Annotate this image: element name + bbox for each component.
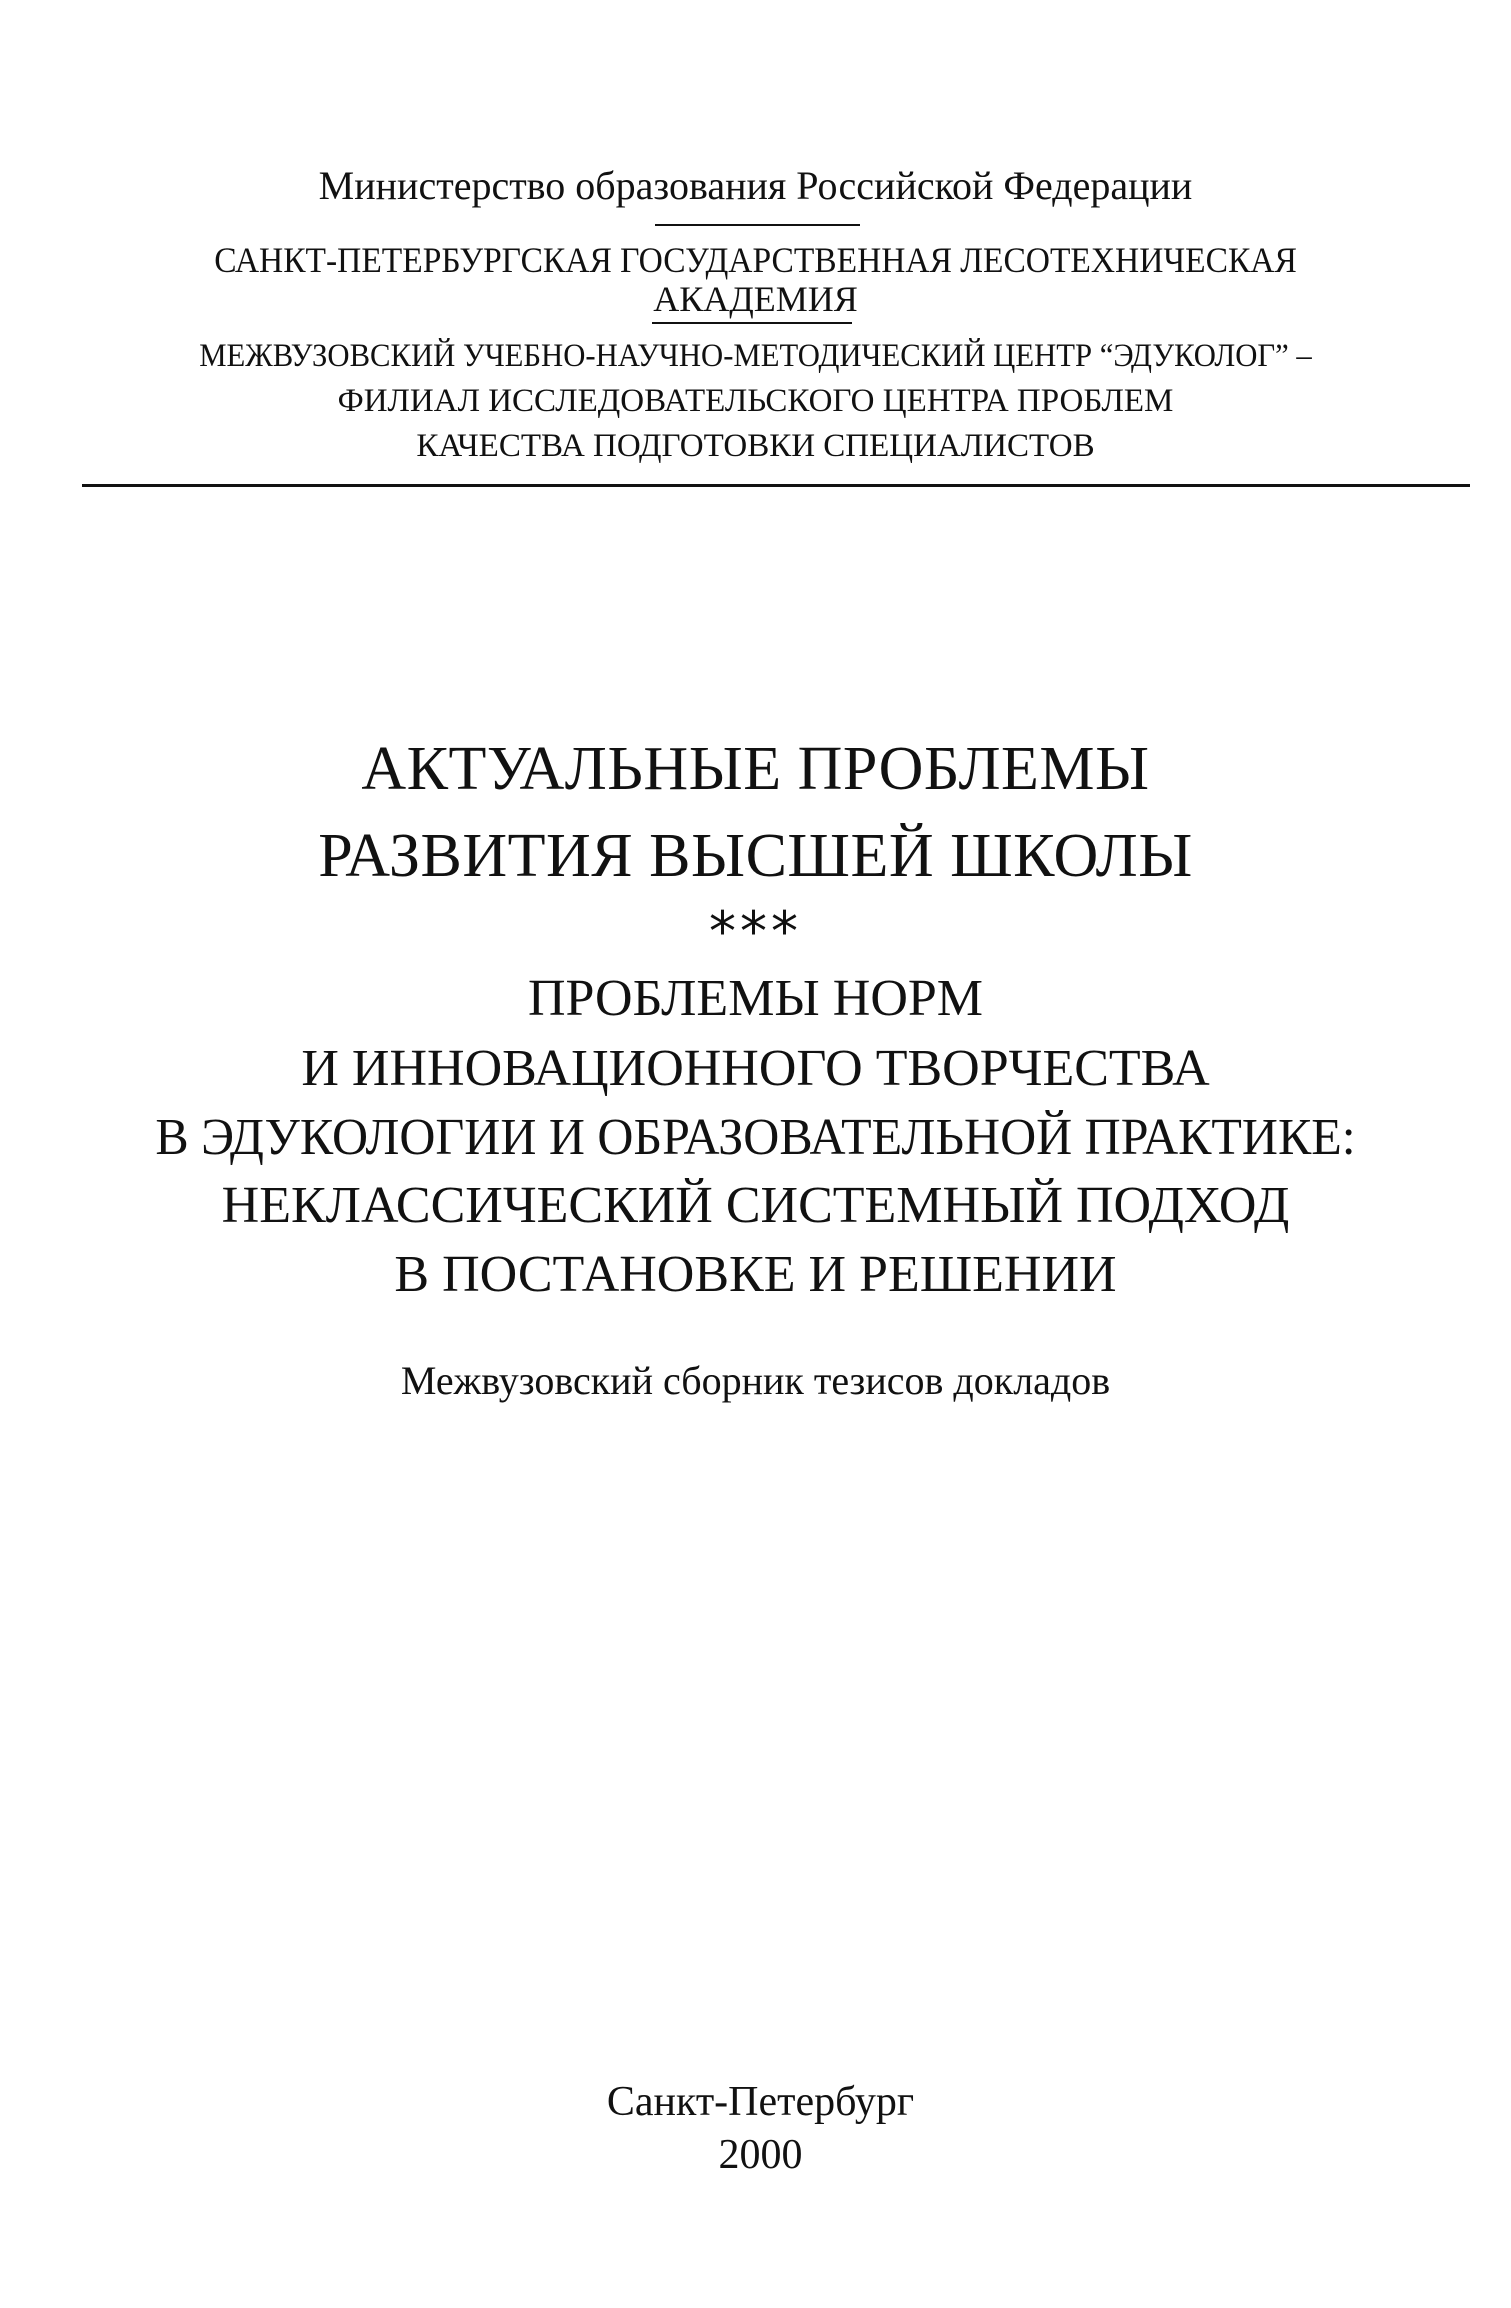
academy-name-line-1: САНКТ-ПЕТЕРБУРГСКАЯ ГОСУДАРСТВЕННАЯ ЛЕСОТЕХНИЧЕСКАЯ	[214, 240, 1297, 280]
subtitle-line-1: ПРОБЛЕМЫ НОРМ	[527, 970, 984, 1027]
subtitle-line-4: НЕКЛАССИЧЕСКИЙ СИСТЕМНЫЙ ПОДХОД	[221, 1177, 1290, 1234]
center-name-line-2: ФИЛИАЛ ИССЛЕДОВАТЕЛЬСКОГО ЦЕНТРА ПРОБЛЕМ	[337, 383, 1174, 419]
subtitle-line-5: В ПОСТАНОВКЕ И РЕШЕНИИ	[394, 1246, 1117, 1303]
imprint-city: Санкт-Петербург	[606, 2079, 915, 2125]
imprint-year: 2000	[718, 2132, 803, 2178]
subtitle-line-2: И ИННОВАЦИОННОГО ТВОРЧЕСТВА	[301, 1040, 1210, 1097]
collection-type: Межвузовский сборник тезисов докладов	[400, 1358, 1111, 1403]
center-name-line-3: КАЧЕСТВА ПОДГОТОВКИ СПЕЦИАЛИСТОВ	[416, 428, 1095, 464]
separator-short-1	[655, 224, 860, 226]
header-rule	[82, 484, 1470, 487]
title-separator-stars: ***	[709, 900, 802, 963]
ministry-name: Министерство образования Российской Федерации	[318, 163, 1193, 208]
center-name-line-1: МЕЖВУЗОВСКИЙ УЧЕБНО-НАУЧНО-МЕТОДИЧЕСКИЙ ЦЕНТР “ЭДУКОЛОГ” –	[199, 338, 1312, 374]
main-title-line-1: АКТУАЛЬНЫЕ ПРОБЛЕМЫ	[361, 735, 1150, 803]
academy-name-line-2: АКАДЕМИЯ	[653, 279, 858, 319]
main-title-line-2: РАЗВИТИЯ ВЫСШЕЙ ШКОЛЫ	[318, 822, 1193, 890]
separator-short-2	[652, 322, 852, 324]
subtitle-line-3: В ЭДУКОЛОГИИ И ОБРАЗОВАТЕЛЬНОЙ ПРАКТИКЕ:	[155, 1109, 1356, 1166]
